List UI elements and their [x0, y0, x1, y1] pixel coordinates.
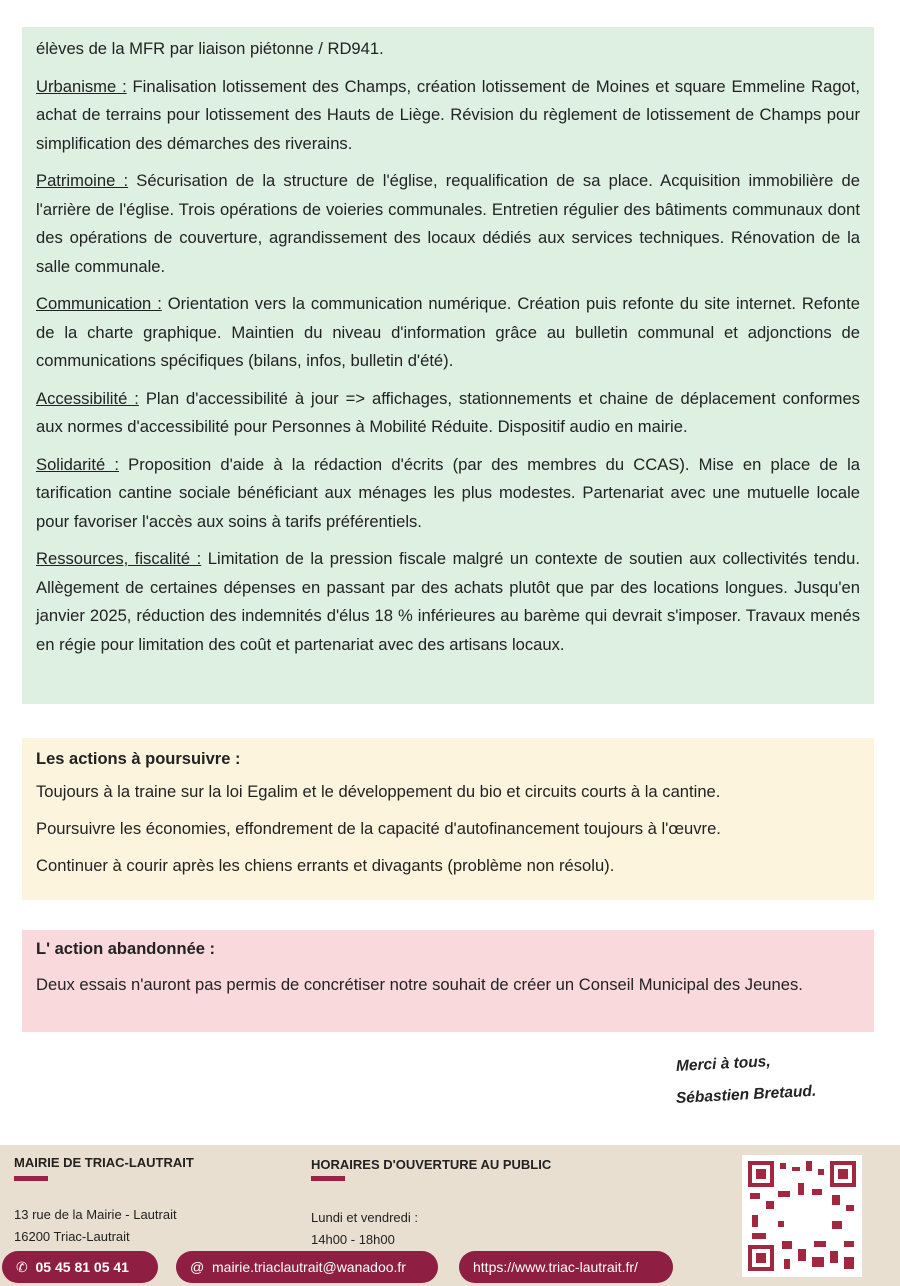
label: Solidarité :	[36, 454, 119, 474]
signature-name: Sébastien Bretaud.	[675, 1082, 817, 1107]
address-line1: 13 rue de la Mairie - Lautrait	[14, 1207, 177, 1222]
label: Communication :	[36, 294, 162, 313]
phone-icon: ✆	[16, 1259, 28, 1275]
paragraph-ressources: Ressources, fiscalité : Limitation de la pression fiscale malgré un contexte de soutien aux collectivités tendu. Allègement de certaines dépenses en passant par des achats plutôt que par des locations longues. Jusqu'en janvier 2025, réduction des indemnités d'élus 18 % inférieures au barème qui devrait s'imposer. Travaux menés en régie pour limitation des coût et partenariat avec des artisans locaux.	[36, 549, 860, 654]
list-item: Poursuivre les économies, effondrement de la capacité d'autofinancement toujours à l'œuvre.	[36, 819, 721, 838]
paragraph-intro: élèves de la MFR par liaison piétonne / RD941.	[36, 39, 384, 58]
label: Patrimoine :	[36, 171, 129, 190]
hours-time: 14h00 - 18h00	[311, 1232, 395, 1247]
achievements-section	[22, 27, 874, 704]
abandoned-title: L' action abandonnée :	[36, 940, 216, 958]
pursue-section	[22, 738, 874, 900]
paragraph-urbanisme: Urbanisme : Finalisation lotissement des Champs, création lotissement de Moines et square Emmeline Ragot, achat de terrains pour lotissement des Hauts de Liège. Révision du règlement de lotissement de Champs pour simplification des démarches des riverains.	[36, 76, 860, 153]
list-item: Toujours à la traine sur la loi Egalim et le développement du bio et circuits courts à la cantine.	[36, 782, 721, 801]
phone-button[interactable]: ✆ 05 45 81 05 41	[2, 1251, 158, 1283]
divider	[311, 1176, 345, 1181]
at-icon: @	[190, 1259, 205, 1275]
abandoned-section	[22, 930, 874, 1032]
list-item: Continuer à courir après les chiens errants et divagants (problème non résolu).	[36, 856, 615, 875]
abandoned-text: Deux essais n'auront pas permis de concrétiser notre souhait de créer un Conseil Municipal des Jeunes.	[36, 975, 803, 994]
paragraph-communication: Communication : Orientation vers la communication numérique. Création puis refonte du site internet. Refonte de la charte graphique. Maintien du niveau d'information grâce au bulletin communal et adjonctions de communications spécifiques (bilans, infos, bulletin d'été).	[36, 294, 860, 370]
hours-days: Lundi et vendredi :	[311, 1210, 418, 1225]
address-line2: 16200 Triac-Lautrait	[14, 1229, 130, 1244]
label: Accessibilité :	[36, 388, 139, 408]
label: Ressources, fiscalité :	[36, 549, 202, 568]
pursue-title: Les actions à poursuivre :	[36, 750, 241, 768]
paragraph-solidarite: Solidarité : Proposition d'aide à la rédaction d'écrits (par des membres du CCAS). Mise en place de la tarification cantine sociale bénéficiant aux ménages les plus modestes. Partenariat avec une mutuelle locale pour favoriser l'accès aux soins à tarifs préférentiels.	[36, 454, 860, 531]
qr-code-icon	[748, 1161, 856, 1271]
email-button[interactable]: @ mairie.triaclautrait@wanadoo.fr	[176, 1251, 438, 1283]
qr-code[interactable]	[742, 1155, 862, 1277]
divider	[14, 1176, 48, 1181]
signature-thanks: Merci à tous,	[675, 1053, 772, 1075]
paragraph-patrimoine: Patrimoine : Sécurisation de la structure de l'église, requalification de sa place. Acquisition immobilière de l'arrière de l'église. Trois opérations de voieries communales. Entretien régulier des bâtiments communaux dont des opérations de couverture, agrandissement des locaux dédiés aux services techniques. Rénovation de la salle communale.	[36, 171, 860, 276]
mairie-title: MAIRIE DE TRIAC-LAUTRAIT	[14, 1155, 194, 1170]
label: Urbanisme :	[36, 76, 127, 96]
website-link[interactable]: https://www.triac-lautrait.fr/	[459, 1251, 673, 1283]
hours-title: HORAIRES D'OUVERTURE AU PUBLIC	[311, 1157, 552, 1172]
paragraph-accessibilite: Accessibilité : Plan d'accessibilité à jour => affichages, stationnements et chaine de déplacement conformes aux normes d'accessibilité pour Personnes à Mobilité Réduite. Dispositif audio en mairie.	[36, 388, 860, 436]
